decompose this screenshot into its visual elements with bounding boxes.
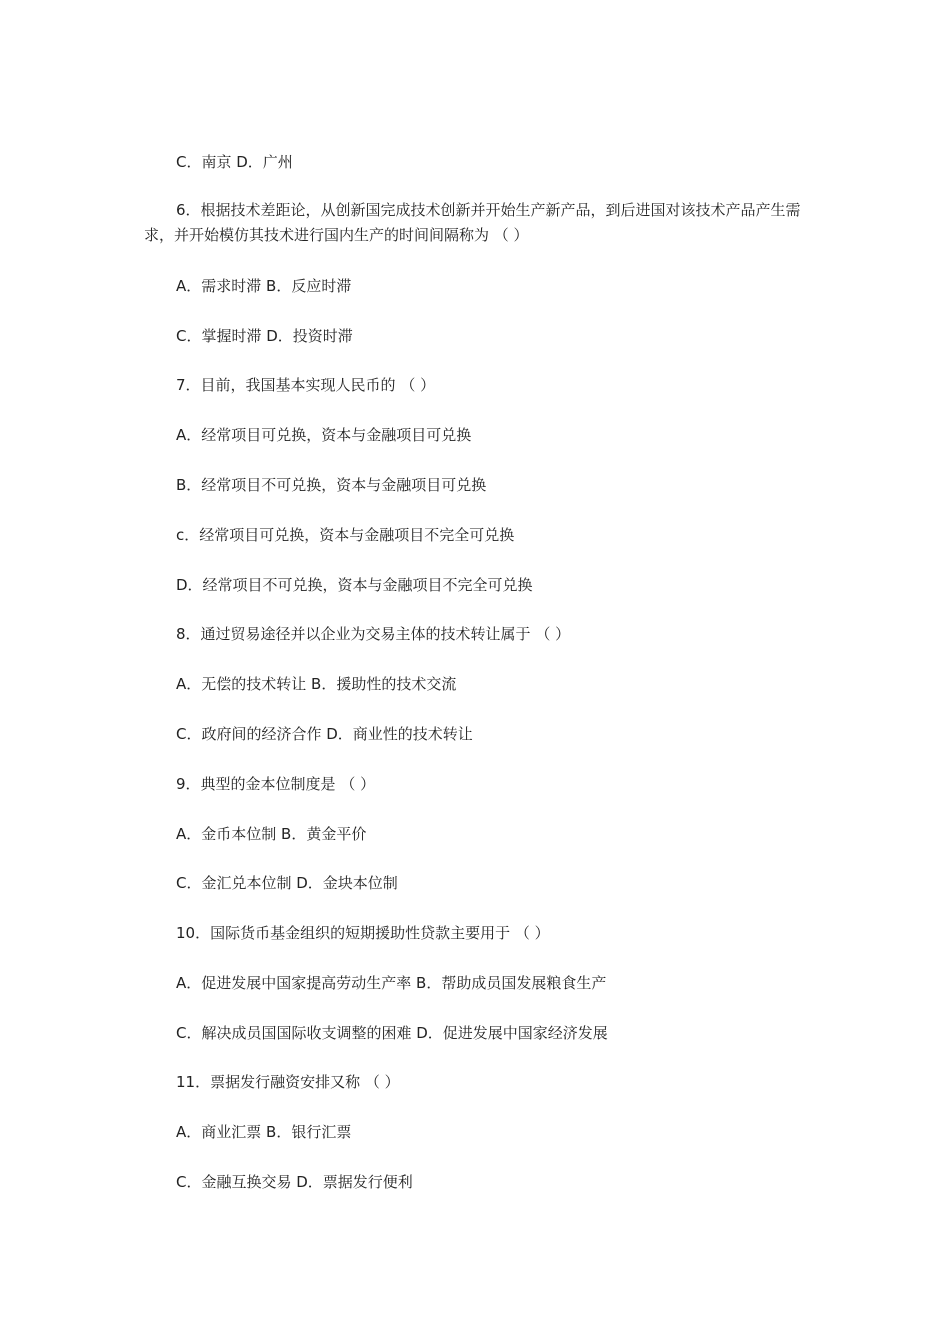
option-line-q6-cd: C．掌握时滞 D．投资时滞 [176, 327, 353, 345]
option-q7-b: B．经常项目不可兑换，资本与金融项目可兑换 [176, 476, 487, 494]
option-line-q6-ab: A．需求时滞 B．反应时滞 [176, 277, 352, 295]
option-line-q10-ab: A．促进发展中国家提高劳动生产率 B．帮助成员国发展粮食生产 [176, 974, 607, 992]
option-line-q11-cd: C．金融互换交易 D．票据发行便利 [176, 1173, 413, 1191]
option-line-q10-cd: C．解决成员国国际收支调整的困难 D．促进发展中国家经济发展 [176, 1024, 608, 1042]
option-line-q11-ab: A．商业汇票 B．银行汇票 [176, 1123, 352, 1141]
option-q7-c: c．经常项目可兑换，资本与金融项目不完全可兑换 [176, 526, 515, 544]
question-7-text: 7．目前，我国基本实现人民币的 （ ） [176, 376, 436, 394]
question-8-text: 8．通过贸易途径并以企业为交易主体的技术转让属于 （ ） [176, 625, 571, 643]
option-q7-d: D．经常项目不可兑换，资本与金融项目不完全可兑换 [176, 576, 533, 594]
option-line-q8-cd: C．政府间的经济合作 D．商业性的技术转让 [176, 725, 473, 743]
question-11-text: 11．票据发行融资安排又称 （ ） [176, 1073, 400, 1091]
question-9-text: 9．典型的金本位制度是 （ ） [176, 775, 376, 793]
option-q7-a: A．经常项目可兑换，资本与金融项目可兑换 [176, 426, 472, 444]
question-10-text: 10．国际货币基金组织的短期援助性贷款主要用于 （ ） [176, 924, 550, 942]
option-line-q8-ab: A．无偿的技术转让 B．援助性的技术交流 [176, 675, 457, 693]
option-line-q9-ab: A．金币本位制 B．黄金平价 [176, 825, 367, 843]
option-line-q5-cd: C．南京 D．广州 [176, 153, 293, 171]
question-6-text: 6．根据技术差距论，从创新国完成技术创新并开始生产新产品，到后进国对该技术产品产生需求，并开始模仿其技术进行国内生产的时间间隔称为 （ ） [144, 201, 801, 244]
option-line-q9-cd: C．金汇兑本位制 D．金块本位制 [176, 874, 398, 892]
